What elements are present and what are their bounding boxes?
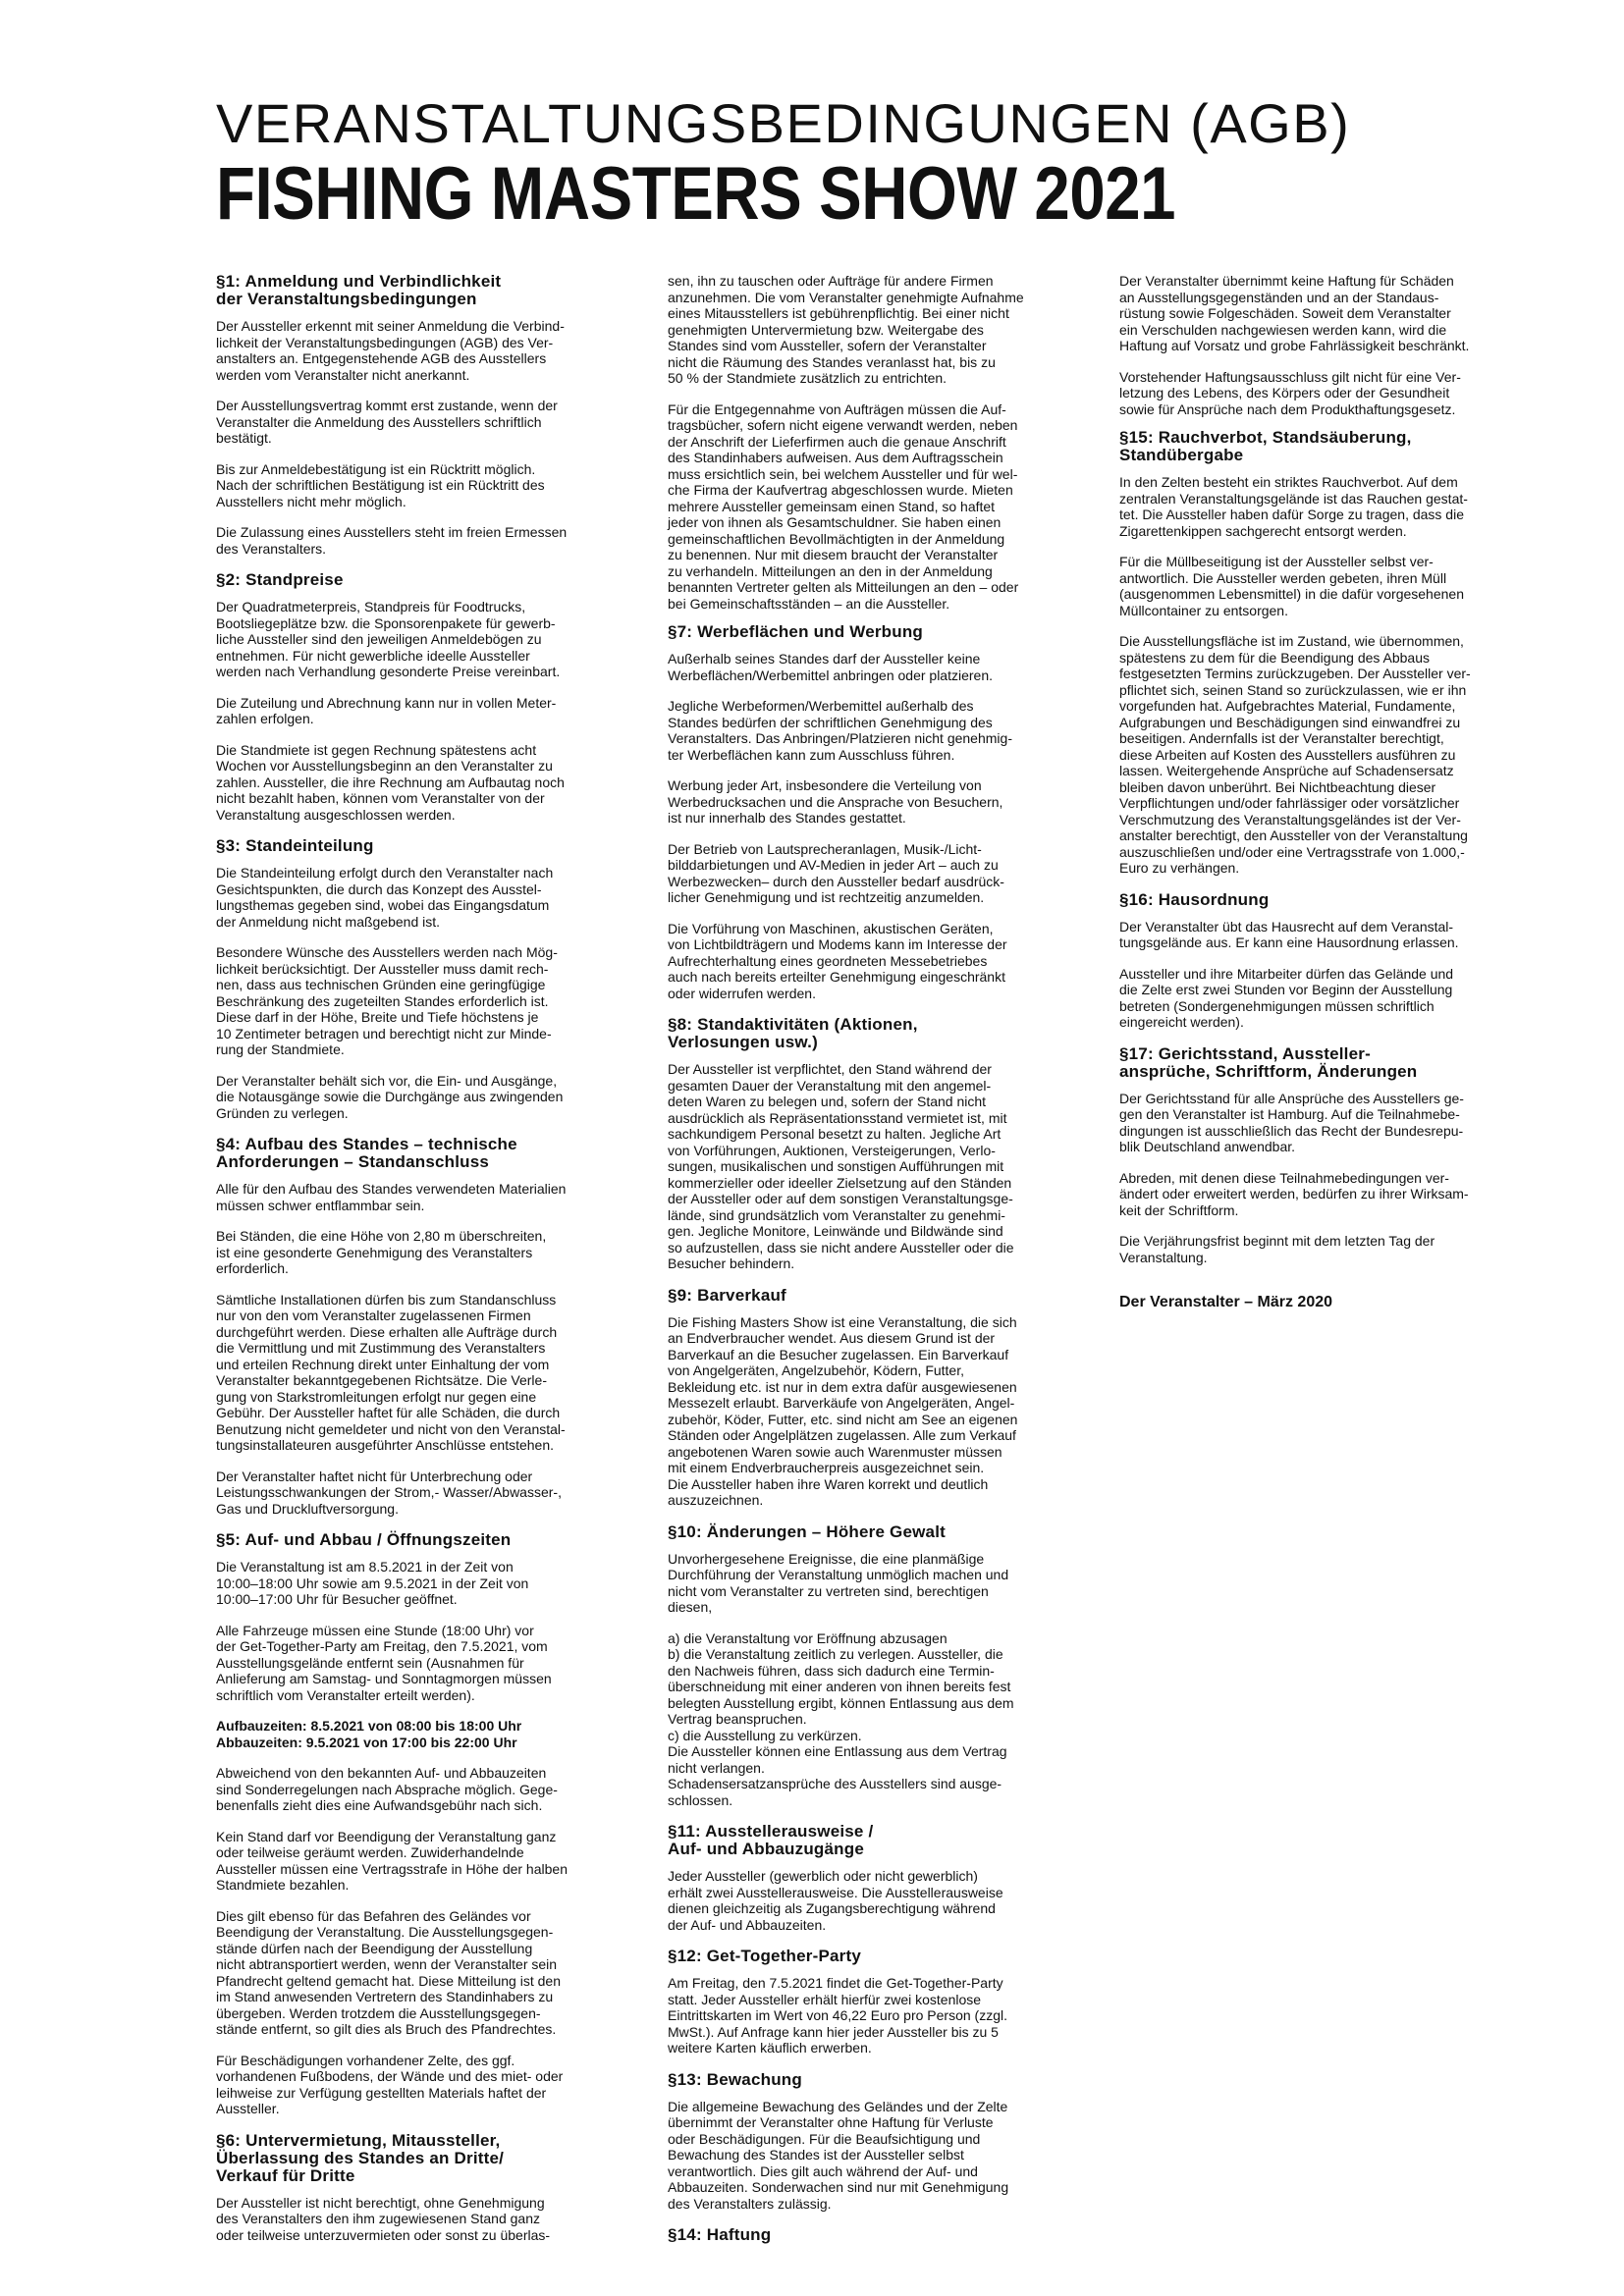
- section-paragraph: Der Veranstalter haftet nicht für Unterbrechung oder Leistungsschwankungen der Strom,- Wasser/Abwasser-, Gas und Druckluftversorgung.: [216, 1468, 562, 1517]
- section-paragraph: Unvorhergesehene Ereignisse, die eine planmäßige Durchführung der Veranstaltung unmöglich machen und nicht vom Veranstalter zu vertreten sind, berechtigen diesen,: [668, 1550, 1009, 1615]
- section-paragraph: Der Gerichtsstand für alle Ansprüche des Ausstellers ge- gen den Veranstalter ist Hamburg. Auf die Teilnahmebe- dingungen ist ausschließlich das Recht der Bundesrepu- blik Deutschland anwendbar.: [1119, 1090, 1464, 1154]
- section-heading: §3: Standeinteilung: [216, 836, 374, 855]
- section-paragraph: Außerhalb seines Standes darf der Aussteller keine Werbeflächen/Werbemittel anbringen oder platzieren.: [668, 651, 994, 683]
- section-paragraph: Jeder Aussteller (gewerblich oder nicht gewerblich) erhält zwei Ausstellerausweise. Die Ausstellerausweise dienen gleichzeitig als Zugangsberechtigung während der Auf- und Abbauzeiten.: [668, 1868, 1003, 1933]
- section-paragraph: Die Zulassung eines Ausstellers steht im freien Ermessen des Veranstalters.: [216, 524, 568, 557]
- section-paragraph: Besondere Wünsche des Ausstellers werden nach Mög- lichkeit berücksichtigt. Der Aussteller muss damit rech- nen, dass aus technischen Gründen eine geringfügige Beschränkung des zugeteilten Standes erforderlich ist. Diese darf in der Höhe, Breite und Tiefe höchstens je 10 Zentimeter betragen und berechtigt nicht zur Minde- rung der Standmiete.: [216, 944, 558, 1057]
- section-paragraph: Sämtliche Installationen dürfen bis zum Standanschluss nur von den vom Veranstalter zugelassenen Firmen durchgeführt werden. Diese erhalten alle Aufträge durch die Vermittlung und mit Zustimmung des Veranstalters und erteilen Rechnung direkt unter Einhaltung der vom Veranstalter bekanntgegebenen Richtsätze. Die Verle- gung von Starkstromleitungen erfolgt nur gegen eine Gebühr. Der Aussteller haftet für alle Schäden, die durch Benutzung nicht gemeldeter und nicht von den Veranstal- tungsinstallateuren ausgeführter Anschlüsse entstehen.: [216, 1291, 566, 1453]
- section-paragraph: Die Standeinteilung erfolgt durch den Veranstalter nach Gesichtspunkten, die durch das Konzept des Ausstel- lungsthemas gegeben sind, wobei das Eingangsdatum der Anmeldung nicht maßgebend ist.: [216, 865, 554, 930]
- section-paragraph: Die Ausstellungsfläche ist im Zustand, wie übernommen, spätestens zu dem für die Beendigung des Abbaus festgesetzten Termins zurückzugeben. Der Aussteller ver- pflichtet sich, seinen Stand so zurückzulassen, wie er ihn vorgefunden hat. Aufgebrachtes Material, Fundamente, Aufgrabungen und Beschädigungen sind einwandfrei zu beseitigen. Andernfalls ist der Veranstalter berechtigt, diese Arbeiten auf Kosten des Ausstellers ausführen zu lassen. Weitergehende Ansprüche auf Schadensersatz bleiben davon unberührt. Bei Nichtbeachtung dieser Verpflichtungen und/oder fahrlässiger oder vorsätzlicher Verschmutzung des Veranstaltungsgeländes ist der Ver- anstalter berechtigt, den Aussteller von der Veranstaltung auszuschließen und/oder eine Vertragsstrafe von 1.000,- Euro zu verhängen.: [1119, 633, 1471, 876]
- section-heading: §7: Werbeflächen und Werbung: [668, 622, 924, 641]
- section-heading: §6: Untervermietung, Mitaussteller, Überlassung des Standes an Dritte/ Verkauf für Dritte: [216, 2130, 505, 2185]
- section-paragraph: Abweichend von den bekannten Auf- und Abbauzeiten sind Sonderregelungen nach Absprache möglich. Gege- benenfalls zieht dies eine Aufwandsgebühr nach sich.: [216, 1765, 558, 1813]
- terms-section: [668, 1016, 1080, 1272]
- section-heading: §1: Anmeldung und Verbindlichkeit der Veranstaltungsbedingungen: [216, 272, 502, 308]
- section-heading: §11: Ausstellerausweise / Auf- und Abbauzugänge: [668, 1822, 874, 1858]
- section-paragraph: Am Freitag, den 7.5.2021 findet die Get-Together-Party statt. Jeder Aussteller erhält hierfür zwei kostenlose Eintrittskarten im Wert von 46,22 Euro pro Person (zzgl. MwSt.). Auf Anfrage kann hier jeder Aussteller bis zu 5 weitere Karten käuflich erwerben.: [668, 1975, 1007, 2056]
- terms-columns: [216, 273, 1532, 2246]
- section-paragraph: Die allgemeine Bewachung des Geländes und der Zelte übernimmt der Veranstalter ohne Haftung für Verluste oder Beschädigungen. Für die Beaufsichtigung und Bewachung des Standes ist der Aussteller selbst verantwortlich. Dies gilt auch während der Auf- und Abbauzeiten. Sonderwachen sind nur mit Genehmigung des Veranstalters zulässig.: [668, 2098, 1009, 2212]
- terms-section: [668, 2071, 1080, 2213]
- section-paragraph: In den Zelten besteht ein striktes Rauchverbot. Auf dem zentralen Veranstaltungsgelände ist das Rauchen gestat- tet. Die Aussteller haben dafür Sorge zu tragen, dass die Zigarettenkippen sachgerecht entsorgt werden.: [1119, 474, 1468, 539]
- section-paragraph: Die Zuteilung und Abrechnung kann nur in vollen Meter- zahlen erfolgen.: [216, 694, 557, 726]
- section-paragraph: Die Veranstaltung ist am 8.5.2021 in der Zeit von 10:00–18:00 Uhr sowie am 9.5.2021 in der Zeit von 10:00–17:00 Uhr für Besucher geöffnet.: [216, 1559, 529, 1607]
- section-paragraph: Die Verjährungsfrist beginnt mit dem letzten Tag der Veranstaltung.: [1119, 1233, 1435, 1265]
- section-paragraph: Der Betrieb von Lautsprecheranlagen, Musik-/Licht- bilddarbietungen und AV-Medien in jeder Art – auch zu Werbezwecken– durch den Aussteller bedarf ausdrück- licher Genehmigung und ist rechtzeitig anzumelden.: [668, 840, 1004, 905]
- terms-section: [216, 1136, 628, 1517]
- section-heading: §4: Aufbau des Standes – technische Anforderungen – Standanschluss: [216, 1135, 517, 1171]
- section-paragraph: Der Aussteller erkennt mit seiner Anmeldung die Verbind- lichkeit der Veranstaltungsbedingungen (AGB) des Ver- anstalters an. Entgegenstehende AGB des Ausstellers werden vom Veranstalter nicht anerkannt.: [216, 318, 565, 383]
- section-heading: §5: Auf- und Abbau / Öffnungszeiten: [216, 1530, 512, 1549]
- section-paragraph: Die Vorführung von Maschinen, akustischen Geräten, von Lichtbildträgern und Modems kann im Interesse der Aufrechterhaltung eines geordneten Messebetriebes auch nach bereits erteilter Genehmigung eingeschränkt oder widerrufen werden.: [668, 920, 1007, 1001]
- terms-section: [216, 273, 628, 557]
- section-paragraph: Die Fishing Masters Show ist eine Veranstaltung, die sich an Endverbraucher wendet. Aus diesem Grund ist der Barverkauf an die Besucher zugelassen. Ein Barverkauf von Angelgeräten, Angelzubehör, Ködern, Futter, Bekleidung etc. ist nur in dem extra dafür ausgewiesenen Messezelt erlaubt. Barverkäufe von Angelgeräten, Angel- zubehör, Köder, Futter, etc. sind nicht am See an eigenen Ständen oder Angelplätzen zugelassen. Alle zum Verkauf angebotenen Waren sowie auch Warenmuster müssen mit einem Endverbraucherpreis ausgezeichnet sein. Die Aussteller haben ihre Waren korrekt und deutlich auszuzeichnen.: [668, 1313, 1018, 1508]
- terms-section: [668, 1287, 1080, 1509]
- section-heading: §2: Standpreise: [216, 570, 344, 589]
- section-paragraph: Die Standmiete ist gegen Rechnung spätestens acht Wochen vor Ausstellungsbeginn an den Veranstalter zu zahlen. Aussteller, die ihre Rechnung am Aufbautag noch nicht bezahlt haben, können vom Veranstalter von der Veranstaltung ausgeschlossen werden.: [216, 741, 565, 823]
- section-heading: §8: Standaktivitäten (Aktionen, Verlosungen usw.): [668, 1015, 918, 1051]
- document-title-line1: VERANSTALTUNGSBEDINGUNGEN (AGB): [216, 92, 1351, 154]
- section-paragraph: Aussteller und ihre Mitarbeiter dürfen das Gelände und die Zelte erst zwei Stunden vor Beginn der Ausstellung betreten (Sondergenehmigungen müssen schriftlich eingereicht werden).: [1119, 965, 1454, 1030]
- section-paragraph: Abreden, mit denen diese Teilnahmebedingungen ver- ändert oder erweitert werden, bedürfen zu ihrer Wirksam- keit der Schriftform.: [1119, 1169, 1469, 1218]
- section-paragraph: Der Veranstalter behält sich vor, die Ein- und Ausgänge, die Notausgänge sowie die Durchgänge aus zwingenden Gründen zu verlegen.: [216, 1072, 564, 1121]
- terms-section: [668, 623, 1080, 1001]
- section-paragraph: Der Veranstalter übt das Hausrecht auf dem Veranstal- tungsgelände aus. Er kann eine Hausordnung erlassen.: [1119, 918, 1459, 950]
- section-paragraph: Jegliche Werbeformen/Werbemittel außerhalb des Standes bedürfen der schriftlichen Genehmigung des Veranstalters. Das Anbringen/Platzieren nicht genehmig- ter Werbeflächen kann zum Ausschluss führen.: [668, 698, 1012, 763]
- section-paragraph: Bei Ständen, die eine Höhe von 2,80 m überschreiten, ist eine gesonderte Genehmigung des Veranstalters erforderlich.: [216, 1228, 547, 1276]
- section-heading: §12: Get-Together-Party: [668, 1947, 861, 1965]
- terms-section: [668, 1823, 1080, 1933]
- section-paragraph: Der Veranstalter übernimmt keine Haftung für Schäden an Ausstellungsgegenständen und an der Standaus- rüstung sowie Folgeschäden. Soweit dem Veranstalter ein Verschulden nachgewiesen werden kann, wird die Haftung auf Vorsatz und grobe Fahrlässigkeit beschränkt.: [1119, 273, 1470, 353]
- section-paragraph: Werbung jeder Art, insbesondere die Verteilung von Werbedrucksachen und die Ansprache von Besuchern, ist nur innerhalb des Standes gestattet.: [668, 777, 1003, 826]
- section-heading: §9: Barverkauf: [668, 1285, 786, 1305]
- terms-section: [216, 837, 628, 1121]
- section-heading: §15: Rauchverbot, Standsäuberung, Standübergabe: [1119, 428, 1412, 464]
- document-title-line2: FISHING MASTERS SHOW 2021: [216, 152, 1176, 236]
- signature-line: Der Veranstalter – März 2020: [1119, 1294, 1333, 1310]
- section-paragraph: Für die Müllbeseitigung ist der Aussteller selbst ver- antwortlich. Die Aussteller werden gebeten, ihren Müll (ausgenommen Lebensmittel) in die dafür vorgesehenen Müllcontainer zu entsorgen.: [1119, 554, 1464, 618]
- section-paragraph: Alle Fahrzeuge müssen eine Stunde (18:00 Uhr) vor der Get-Together-Party am Freitag, den 7.5.2021, vom Ausstellungsgelände entfernt sein (Ausnahmen für Anlieferung am Samstag- und Sonntagmorgen müssen schriftlich vom Veranstalter erteilt werden).: [216, 1622, 552, 1703]
- section-paragraph: Der Quadratmeterpreis, Standpreis für Foodtrucks, Bootsliegeplätze bzw. die Sponsorenpakete für gewerb- liche Aussteller sind den jeweiligen Anmeldebögen zu entnehmen. Für nicht gewerbliche ideelle Aussteller werden nach Verhandlung gesonderte Preise vereinbart.: [216, 599, 561, 679]
- section-heading: §17: Gerichtsstand, Aussteller- ansprüche, Schriftform, Änderungen: [1119, 1043, 1418, 1081]
- section-paragraph: Der Aussteller ist verpflichtet, den Stand während der gesamten Dauer der Veranstaltung mit den angemel- deten Waren zu belegen und, sofern der Stand nicht ausdrücklich als Repräsentationsstand vermietet ist, mit sachkundigem Personal besetzt zu halten. Jegliche Art von Vorführungen, Auktionen, Versteigerungen, Verlo- sungen, musikalischen und sonstigen Aufführungen mit kommerzieller oder ideeller Zielsetzung auf den Ständen der Aussteller oder auf dem sonstigen Veranstaltungsge- lände, sind grundsätzlich vom Veranstalter zu genehmi- gen. Jegliche Monitore, Leinwände und Bildwände sind so aufzustellen, dass sie nicht andere Aussteller oder die Besucher behindern.: [668, 1061, 1014, 1271]
- highlighted-paragraph: Aufbauzeiten: 8.5.2021 von 08:00 bis 18:00 Uhr Abbauzeiten: 9.5.2021 von 17:00 bis 22:00 Uhr: [216, 1718, 522, 1750]
- section-paragraph: Der Ausstellungsvertrag kommt erst zustande, wenn der Veranstalter die Anmeldung des Ausstellers schriftlich bestätigt.: [216, 398, 558, 446]
- section-paragraph: Für die Entgegennahme von Aufträgen müssen die Auf- tragsbücher, sofern nicht eigene verwandt werden, neben der Anschrift der Lieferfirmen auch die genaue Anschrift des Standinhabers aufweisen. Aus dem Auftragsschein muss ersichtlich sein, bei welchem Aussteller und für wel- che Firma der Kaufvertrag abgeschlossen wurde. Mieten mehrere Aussteller gemeinsam einen Stand, so haftet jeder von ihnen als Gesamtschuldner. Sie haben einen gemeinschaftlichen Bevollmächtigten in der Anmeldung zu benennen. Nur mit diesem braucht der Veranstalter zu verhandeln. Mitteilungen an den in der Anmeldung benannten Vertreter gelten als Mitteilungen an den – oder bei Gemeinschaftsständen – an die Aussteller.: [668, 400, 1019, 612]
- section-paragraph: Dies gilt ebenso für das Befahren des Geländes vor Beendigung der Veranstaltung. Die Ausstellungsgegen- stände dürfen nach der Beendigung der Ausstellung nicht abtransportiert werden, wenn der Veranstalter sein Pfandrecht geltend gemacht hat. Diese Mitteilung ist den im Stand anwesenden Vertretern des Standinhabers zu übergeben. Werden trotzdem die Ausstellungsgegen- stände entfernt, so gilt dies als Bruch des Pfandrechtes.: [216, 1907, 561, 2037]
- section-paragraph: Alle für den Aufbau des Standes verwendeten Materialien müssen schwer entflammbar sein.: [216, 1181, 567, 1213]
- section-heading: §14: Haftung: [668, 2225, 772, 2244]
- section-heading: §16: Hausordnung: [1119, 889, 1270, 909]
- terms-section: [1119, 429, 1532, 877]
- section-paragraph: Der Aussteller ist nicht berechtigt, ohne Genehmigung des Veranstalters den ihm zugewiesenen Stand ganz oder teilweise unterzuvermieten oder sonst zu überlas- sen, ihn zu tauschen oder Aufträge für andere Firmen anzunehmen. Die vom Veranstalter genehmigte Aufnahme eines Mitausstellers ist gebührenpflichtig. Bei einer nicht genehmigten Untervermietung bzw. Weitergabe des Standes sind vom Aussteller, sofern der Veranstalter nicht die Räumung des Standes veranlasst hat, bis zu 50 % der Standmiete zusätzlich zu entrichten.: [216, 273, 1024, 2243]
- terms-section: [668, 1948, 1080, 2056]
- terms-section: [1119, 891, 1532, 1031]
- section-paragraph: Für Beschädigungen vorhandener Zelte, des ggf. vorhandenen Fußbodens, der Wände und des miet- oder leihweise zur Verfügung gestellten Materials haftet der Aussteller.: [216, 2052, 564, 2116]
- section-paragraph: Vorstehender Haftungsausschluss gilt nicht für eine Ver- letzung des Lebens, des Körpers oder der Gesundheit sowie für Ansprüche nach dem Produkthaftungsgesetz.: [1119, 368, 1461, 417]
- terms-section: [1119, 1045, 1532, 1266]
- section-paragraph: Bis zur Anmeldebestätigung ist ein Rücktritt möglich. Nach der schriftlichen Bestätigung ist ein Rücktritt des Ausstellers nicht mehr möglich.: [216, 460, 545, 509]
- terms-section: [216, 1531, 628, 2117]
- terms-section: [668, 1523, 1080, 1809]
- section-heading: §10: Änderungen – Höhere Gewalt: [668, 1522, 946, 1541]
- section-paragraph: a) die Veranstaltung vor Eröffnung abzusagen b) die Veranstaltung zeitlich zu verlegen. Aussteller, die den Nachweis führen, dass sich dadurch eine Termin- überschneidung mit einer anderen von ihnen bereits fest belegten Ausstellung ergibt, können Entlassung aus dem Vertrag beanspruchen. c) die Ausstellung zu verkürzen. Die Aussteller können eine Entlassung aus dem Vertrag nicht verlangen. Schadensersatzansprüche des Ausstellers sind ausge- schlossen.: [668, 1629, 1014, 1808]
- section-heading: §13: Bewachung: [668, 2069, 802, 2089]
- terms-section: [216, 571, 628, 823]
- section-paragraph: Kein Stand darf vor Beendigung der Veranstaltung ganz oder teilweise geräumt werden. Zuwiderhandelnde Aussteller müssen eine Vertragsstrafe in Höhe der halben Standmiete bezahlen.: [216, 1828, 568, 1893]
